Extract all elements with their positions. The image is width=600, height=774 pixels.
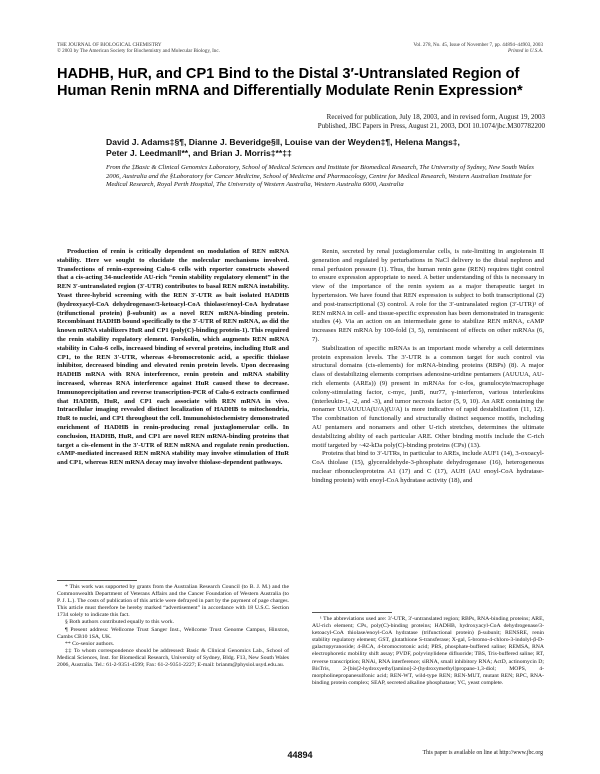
- authors-line-2: Peter J. Leedman‖**, and Brian J. Morris‡**‡‡: [106, 148, 292, 158]
- published-line: Published, JBC Papers in Press, August 21, 2003, DOI 10.1074/jbc.M307782200: [317, 122, 545, 130]
- page-number: 44894: [287, 750, 313, 760]
- volume-header: [413, 42, 543, 55]
- footnote-rule-right: [312, 612, 392, 613]
- journal-header: [57, 42, 220, 55]
- author-list: [106, 137, 546, 159]
- availability-line: This paper is available on line at http://www.jbc.org: [422, 750, 543, 756]
- copyright-line: © 2003 by The American Society for Biochemistry and Molecular Biology, Inc.: [57, 48, 220, 55]
- intro-paragraph-3: Proteins that bind to 3′-UTRs, in particular to AREs, include AUF1 (14), 3-oxoacyl-CoA thiolase (15), glyceraldehyde-3-phosphate dehydrogenase (16), heterogeneous nuclear ribonucleoproteins A1 (17) and C (17), AUH (AU enoyl-CoA hydratase-binding protein) with enoyl-CoA hydratase activity (18), and: [312, 450, 544, 484]
- present-address-footnote: ¶ Present address: Wellcome Trust Sanger Inst., Wellcome Trust Genome Campus, Hinxton, Cambs CB10 1SA, UK.: [57, 626, 289, 640]
- received-dates: [200, 113, 545, 131]
- intro-paragraph-1: Renin, secreted by renal juxtaglomerular cells, is rate-limiting in angiotensin II generation and regulated by perturbations in NaCl delivery to the distal nephron and renal perfusion pressure (1). Thus, the human renin gene (REN) requires tight control to ensure expression appropriate to need. A better understanding of this is necessary in view of the importance of the renin system as a major therapeutic target in hypertension. We have found that REN expression is subject to both transcriptional (2) and post-transcriptional (3) control. A role for the 3′-untranslated region (3′-UTR)¹ of REN mRNA in cell- and tissue-specific expression has been demonstrated in transgenic studies (4). Via an action on an intermediate gene to stabilize REN mRNA, cAMP increases REN mRNA by 100-fold (3, 5), reminiscent of effects on other mRNAs (6, 7).: [312, 248, 544, 343]
- received-line: Received for publication, July 18, 2003, and in revised form, August 19, 2003: [326, 113, 545, 121]
- volume-line: Vol. 278, No. 45, Issue of November 7, pp. 44894–44903, 2003: [413, 42, 543, 48]
- journal-name: THE JOURNAL OF BIOLOGICAL CHEMISTRY: [57, 42, 162, 48]
- abbreviations-footnote: ¹ The abbreviations used are: 3′-UTR, 3′-untranslated region; RBPs, RNA-binding proteins; ARE, AU-rich element; CPs, poly(C)-binding proteins; HADHB, hydroxyacyl-CoA dehydrogenase/3-ketoacyl-CoA thiolase/enoyl-CoA hydratase (trifunctional protein) β-subunit; RENSRE, renin stability regulatory element; GST, glutathione S-transferase; X-gal, 5-bromo-4-chloro-3-indolyl-β-D-galactopyranoside; 4-BCA, 4-bromocrotonic acid; PBS, phosphate-buffered saline; REMSA, RNA electrophoretic mobility shift assay; PVDF, polyvinylidene difluoride; TBS, Tris-buffered saline; RT, reverse transcription; RNAi, RNA interference; siRNA, small inhibitory RNA; ActD, actinomycin D; BisTris, 2-[bis(2-hydroxyethyl)amino]-2-(hydroxymethyl)propane-1,3-diol; MOPS, 4-morpholinepropanesulfonic acid; REN-WT, wild-type REN; REN-MUT, mutant REN; RPC, RNA-binding protein complex; SEAP, secreted alkaline phosphatase; YC, yeast complete.: [312, 616, 544, 686]
- footnotes-left: [57, 584, 289, 669]
- affiliations: From the ‡Basic & Clinical Genomics Laboratory, School of Medical Sciences and Institute for Biomedical Research, The University of Sydney, New South Wales 2006, Australia and the §Laboratory for Cancer Medicine, School of Medicine and Pharmacology, Centre for Medical Research, Western Australian Institute for Medical Research, Royal Perth Hospital, The University of Western Australia, Western Australia 6000, Australia: [106, 164, 534, 189]
- authors-line-1: David J. Adams‡§¶, Dianne J. Beveridge§‖, Louise van der Weyden‡¶, Helena Mangs‡,: [106, 137, 460, 147]
- abstract-column: [57, 248, 289, 468]
- footnote-rule-left: [57, 580, 137, 581]
- printed-line: Printed in U.S.A.: [508, 48, 543, 55]
- equal-contribution-footnote: § Both authors contributed equally to this work.: [65, 619, 174, 626]
- correspondence-footnote: ‡‡ To whom correspondence should be addressed: Basic & Clinical Genomics Lab., School of Medical Sciences, Inst. for Biomedical Research, University of Sydney, Bldg. F13, New South Wales 2006, Australia. Tel.: 61-2-9351-4599; Fax: 61-2-9351-2227; E-mail: brianm@physiol.usyd.edu.au.: [57, 647, 289, 669]
- footnotes-right: [312, 616, 544, 687]
- co-senior-footnote: ** Co-senior authors.: [65, 640, 115, 647]
- article-title: HADHB, HuR, and CP1 Bind to the Distal 3′-Untranslated Region of Human Renin mRNA and Differentially Modulate Renin Expression*: [57, 66, 523, 99]
- intro-paragraph-2: Stabilization of specific mRNAs is an important mode whereby a cell determines protein expression levels. The 3′-UTR is a common target for such control via structural domains (cis-elements) for mRNA-binding proteins (RBPs) (8). A major class of destabilizing elements comprises adenosine-uridine pentamers (AUUUA, AU-rich elements (AREs)) (9) present in mRNAs for c-fos, granulocyte/macrophage colony-stimulating factor, c-myc, junB, nur77, γ-interferon, various interleukins (interleukin-1, -2, and -3), and tumor necrosis factor (5, 9, 10). An ARE containing the nonamer UUAUUUA(U/A)(U/A) is more indicative of rapid destabilization (11, 12). The combination of functionally and structurally distinct sequence motifs, including AU pentamers and nonamers and other U-rich stretches, determines the ultimate destabilizing ability of each particular ARE. Other binding motifs include the C-rich motif targeted by ~42-kDa poly(C)-binding proteins (CPs) (13).: [312, 344, 544, 449]
- abstract-text: Production of renin is critically dependent on modulation of REN mRNA stability. Here we sought to elucidate the molecular mechanisms involved. Transfections of renin-expressing Calu-6 cells with reporter constructs showed that a cis-acting 34-nucleotide AU-rich “renin stability regulatory element” in the REN 3′-untranslated region (3′-UTR) contributes to basal REN mRNA instability. Yeast three-hybrid screening with the REN 3′-UTR as bait isolated HADHB (hydroxyacyl-CoA dehydrogenase/3-ketoacyl-CoA thiolase/enoyl-CoA hydratase (trifunctional protein) β-subunit) as a novel REN mRNA-binding protein. Recombinant HADHB bound specifically to the 3′-UTR of REN mRNA, as did the known mRNA stabilizers HuR and CP1 (poly(C)-binding protein-1). This required the renin stability regulatory element. Forskolin, which augments REN mRNA stability in Calu-6 cells, increased binding of several proteins, including HuR and CP1, to the REN 3′-UTR, whereas 4-bromocrotonic acid, a specific thiolase inhibitor, decreased binding and elevated renin protein levels. Upon decreasing HADHB mRNA with RNA interference, renin protein and mRNA stability increased, whereas RNA interference against HuR caused these to decrease. Immunoprecipitation and reverse transcription-PCR of Calu-6 extracts confirmed that HADHB, HuR, and CP1 each associate with REN mRNA in vivo. Intracellular imaging revealed distinct localization of HADHB to mitochondria, HuR to nuclei, and CP1 throughout the cell. Immunohistochemistry demonstrated enrichment of HADHB in renin-producing renal juxtaglomerular cells. In conclusion, HADHB, HuR, and CP1 are novel REN mRNA-binding proteins that target a cis-element in the 3′-UTR of REN mRNA and regulate renin production. cAMP-mediated increased REN mRNA stability may involve stimulation of HuR and CP1, whereas REN mRNA decay may involve thiolase-dependent pathways.: [57, 248, 289, 467]
- funding-footnote: * This work was supported by grants from the Australian Research Council (to B. J. M.) and the Commonwealth Department of Veterans Affairs and the Cancer Foundation of Western Australia (to P. J. L.). The costs of publication of this article were defrayed in part by the payment of page charges. This article must therefore be hereby marked “advertisement” in accordance with 18 U.S.C. Section 1734 solely to indicate this fact.: [57, 584, 289, 619]
- intro-column: [312, 248, 544, 486]
